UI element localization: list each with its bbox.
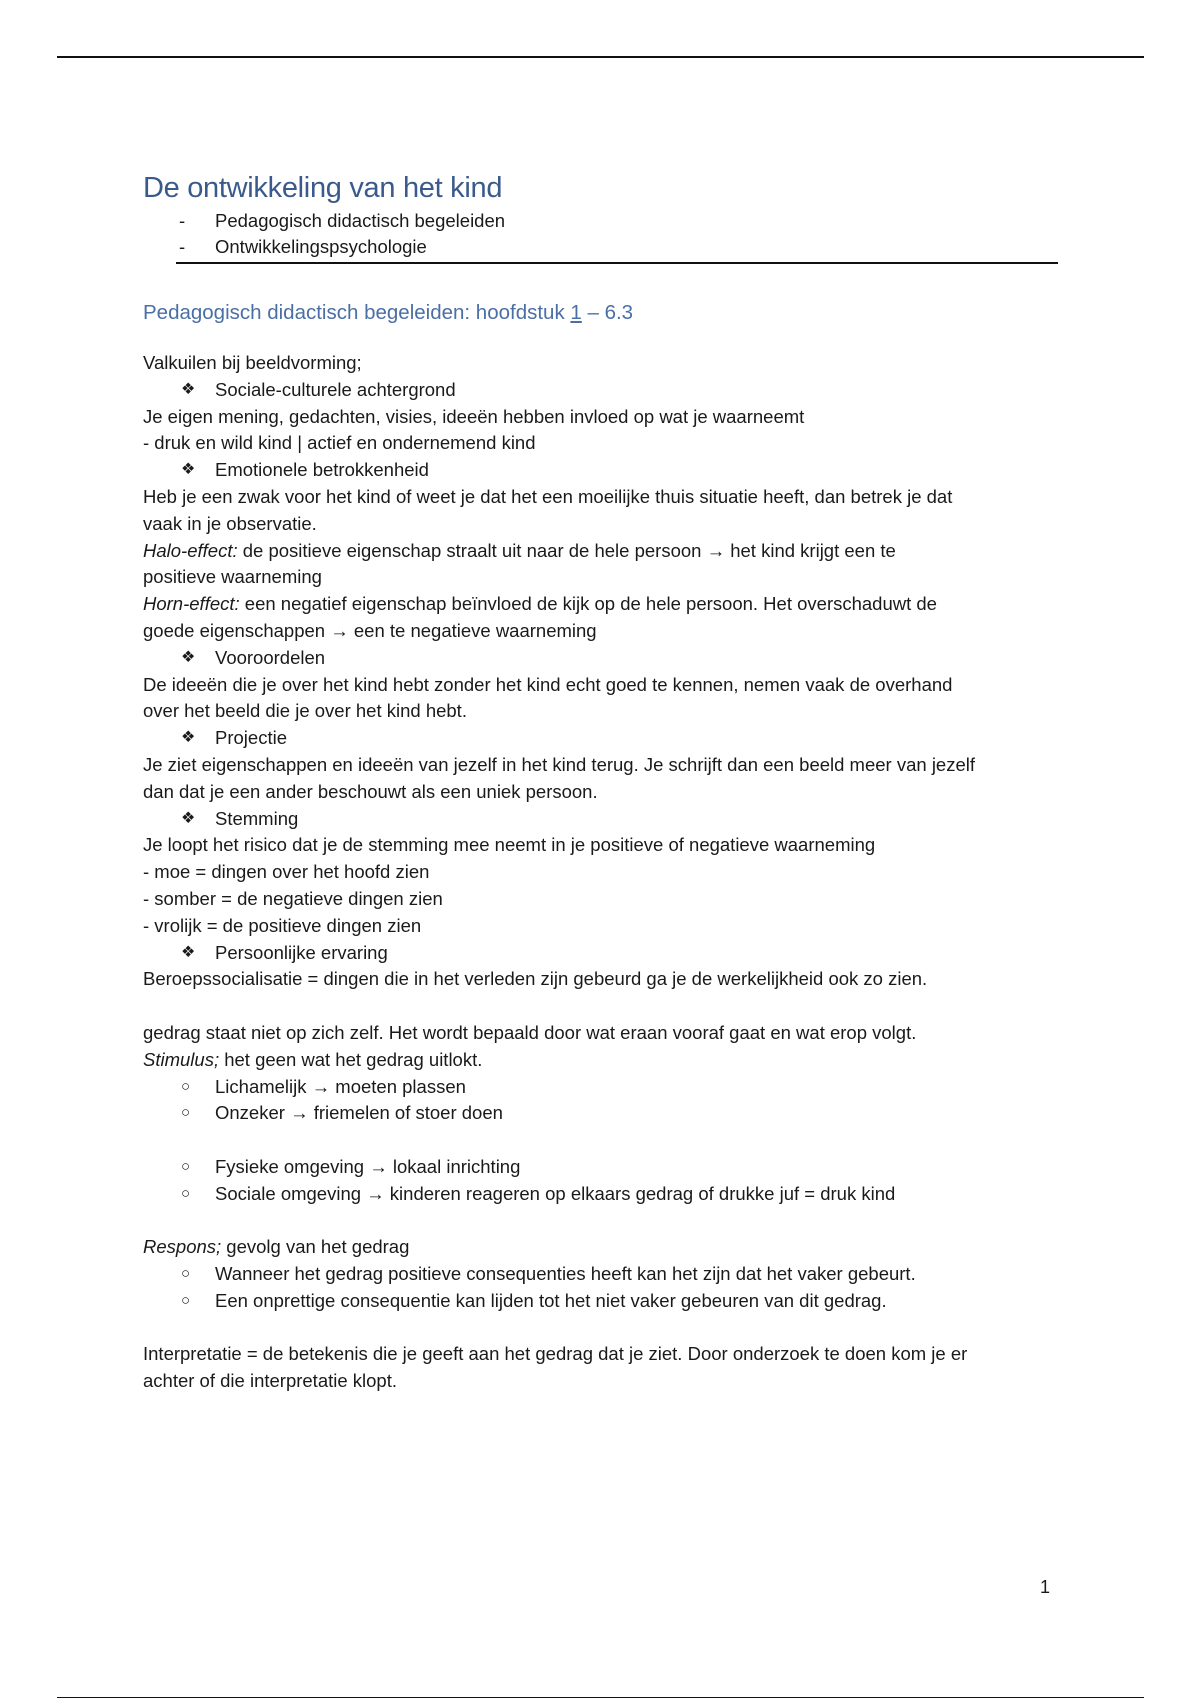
- bullet-text: friemelen of stoer doen: [308, 1102, 503, 1124]
- page-number: 1: [1040, 1577, 1051, 1597]
- paragraph-line: [143, 538, 1058, 565]
- bullet-text: Emotionele betrokkenheid: [215, 459, 429, 481]
- bullet-text: Stemming: [215, 807, 299, 829]
- arrow-icon: →: [290, 1102, 309, 1124]
- bullet-text: Lichamelijk: [215, 1075, 312, 1097]
- bullet-text: Vooroordelen: [215, 646, 326, 668]
- diamond-bullet-item: [143, 377, 1058, 404]
- paragraph-line: over het beeld die je over het kind hebt.: [143, 700, 467, 722]
- paragraph-line: - somber = de negatieve dingen zien: [143, 887, 443, 909]
- diamond-bullet-icon: ❖: [181, 461, 196, 479]
- section-heading: [143, 298, 1058, 328]
- paragraph-line: Heb je een zwak voor het kind of weet je dat het een moeilijke thuis situatie heeft, dan betrek je dat: [143, 485, 953, 507]
- paragraph-line: De ideeën die je over het kind hebt zonder het kind echt goed te kennen, nemen vaak de overhand: [143, 673, 953, 695]
- diamond-bullet-item: [143, 806, 1058, 833]
- blank-line: [143, 1315, 1058, 1342]
- blank-line: [143, 1208, 1058, 1235]
- paragraph-line: - druk en wild kind | actief en ondernemend kind: [143, 432, 536, 454]
- paragraph-line: [143, 1234, 1058, 1261]
- paragraph-line: - moe = dingen over het hoofd zien: [143, 861, 430, 883]
- diamond-bullet-item: [143, 940, 1058, 967]
- line-text: het geen wat het gedrag uitlokt.: [219, 1048, 483, 1070]
- circle-bullet-icon: ○: [181, 1265, 191, 1283]
- diamond-bullet-icon: ❖: [181, 943, 196, 961]
- dash-marker: -: [179, 210, 186, 231]
- heading-prefix: Pedagogisch didactisch begeleiden: hoofdstuk: [143, 301, 571, 324]
- circle-bullet-item: [143, 1261, 1058, 1288]
- bullet-text: Wanneer het gedrag positieve consequenties heeft kan het zijn dat het vaker gebeurt.: [215, 1263, 916, 1285]
- bullet-text: Een onprettige consequentie kan lijden tot het niet vaker gebeuren van dit gedrag.: [215, 1289, 887, 1311]
- line-text: goede eigenschappen: [143, 619, 331, 641]
- bullet-text: Fysieke omgeving: [215, 1155, 370, 1177]
- arrow-icon: →: [330, 619, 349, 641]
- arrow-icon: →: [311, 1075, 331, 1097]
- list-item: [143, 208, 1058, 234]
- diamond-bullet-item: [143, 457, 1058, 484]
- paragraph-line: Je ziet eigenschappen en ideeën van jezelf in het kind terug. Je schrijft dan een beeld meer van jezelf: [143, 753, 976, 775]
- bullet-text: moeten plassen: [330, 1075, 466, 1097]
- blank-line: [143, 1127, 1058, 1154]
- paragraph-line: achter of die interpretatie klopt.: [143, 1370, 398, 1392]
- list-item: [143, 234, 1058, 260]
- paragraph-line: gedrag staat niet op zich zelf. Het wordt bepaald door wat eraan vooraf gaat en wat erop volgt.: [143, 1021, 917, 1043]
- term-label: Respons;: [143, 1236, 222, 1258]
- diamond-bullet-item: [143, 725, 1058, 752]
- circle-bullet-item: [143, 1288, 1058, 1315]
- arrow-icon: →: [369, 1155, 388, 1177]
- diamond-bullet-icon: ❖: [181, 809, 196, 827]
- list-item-text: Pedagogisch didactisch begeleiden: [215, 210, 506, 231]
- heading-suffix: – 6.3: [581, 301, 634, 324]
- circle-bullet-icon: ○: [181, 1184, 191, 1202]
- paragraph-line: [143, 591, 1058, 618]
- paragraph-line: Interpretatie = de betekenis die je geeft aan het gedrag dat je ziet. Door onderzoek te doen kom je er: [143, 1343, 968, 1365]
- dash-marker: -: [179, 236, 186, 257]
- paragraph-line: Je eigen mening, gedachten, visies, ideeën hebben invloed op wat je waarneemt: [143, 405, 805, 427]
- paragraph-line: dan dat je een ander beschouwt als een uniek persoon.: [143, 780, 598, 802]
- paragraph-line: - vrolijk = de positieve dingen zien: [143, 914, 422, 936]
- arrow-icon: →: [366, 1182, 385, 1204]
- document-page: [143, 168, 1058, 1395]
- circle-bullet-item: [143, 1100, 1058, 1127]
- body-text: [143, 350, 1058, 1395]
- title-divider: [176, 262, 1058, 264]
- diamond-bullet-icon: ❖: [181, 729, 196, 747]
- paragraph-line: Valkuilen bij beeldvorming;: [143, 352, 362, 373]
- bullet-text: Sociale omgeving: [215, 1182, 367, 1204]
- paragraph-line: [143, 618, 1058, 645]
- bullet-text: lokaal inrichting: [387, 1155, 521, 1177]
- bullet-text: Projectie: [215, 727, 287, 749]
- subtitle-list: [143, 208, 1058, 260]
- heading-underlined: 1: [570, 301, 582, 324]
- term-label: Horn-effect:: [143, 593, 240, 615]
- arrow-icon: →: [706, 539, 726, 561]
- paragraph-line: vaak in je observatie.: [143, 512, 317, 534]
- diamond-bullet-icon: ❖: [181, 380, 196, 398]
- top-border-line: [57, 56, 1144, 58]
- term-label: Stimulus;: [143, 1048, 220, 1070]
- line-text: de positieve eigenschap straalt uit naar de hele persoon: [237, 539, 707, 561]
- page-title: De ontwikkeling van het kind: [143, 172, 503, 204]
- circle-bullet-item: [143, 1074, 1058, 1101]
- circle-bullet-icon: ○: [181, 1157, 191, 1175]
- diamond-bullet-icon: ❖: [181, 648, 196, 666]
- circle-bullet-icon: ○: [181, 1104, 191, 1122]
- circle-bullet-item: [143, 1181, 1058, 1208]
- bullet-text: Onzeker: [215, 1102, 291, 1124]
- circle-bullet-icon: ○: [181, 1291, 191, 1309]
- circle-bullet-item: [143, 1154, 1058, 1181]
- line-text: een negatief eigenschap beïnvloed de kijk op de hele persoon. Het overschaduwt de: [239, 593, 937, 615]
- line-text: een te negatieve waarneming: [348, 619, 597, 641]
- bullet-text: Sociale-culturele achtergrond: [215, 378, 456, 400]
- list-item-text: Ontwikkelingspsychologie: [215, 236, 427, 257]
- bullet-text: kinderen reageren op elkaars gedrag of drukke juf = druk kind: [384, 1182, 896, 1204]
- term-label: Halo-effect:: [143, 539, 238, 561]
- line-text: gevolg van het gedrag: [221, 1236, 410, 1258]
- bottom-border-line: [57, 1697, 1144, 1698]
- line-text: het kind krijgt een te: [725, 539, 896, 561]
- paragraph-line: positieve waarneming: [143, 566, 322, 588]
- paragraph-line: [143, 1047, 1058, 1074]
- diamond-bullet-item: [143, 645, 1058, 672]
- circle-bullet-icon: ○: [181, 1077, 191, 1095]
- blank-line: [143, 993, 1058, 1020]
- paragraph-line: Je loopt het risico dat je de stemming mee neemt in je positieve of negatieve waarneming: [143, 834, 876, 856]
- paragraph-line: Beroepssocialisatie = dingen die in het verleden zijn gebeurd ga je de werkelijkheid ook zo zien.: [143, 968, 928, 990]
- bullet-text: Persoonlijke ervaring: [215, 941, 388, 963]
